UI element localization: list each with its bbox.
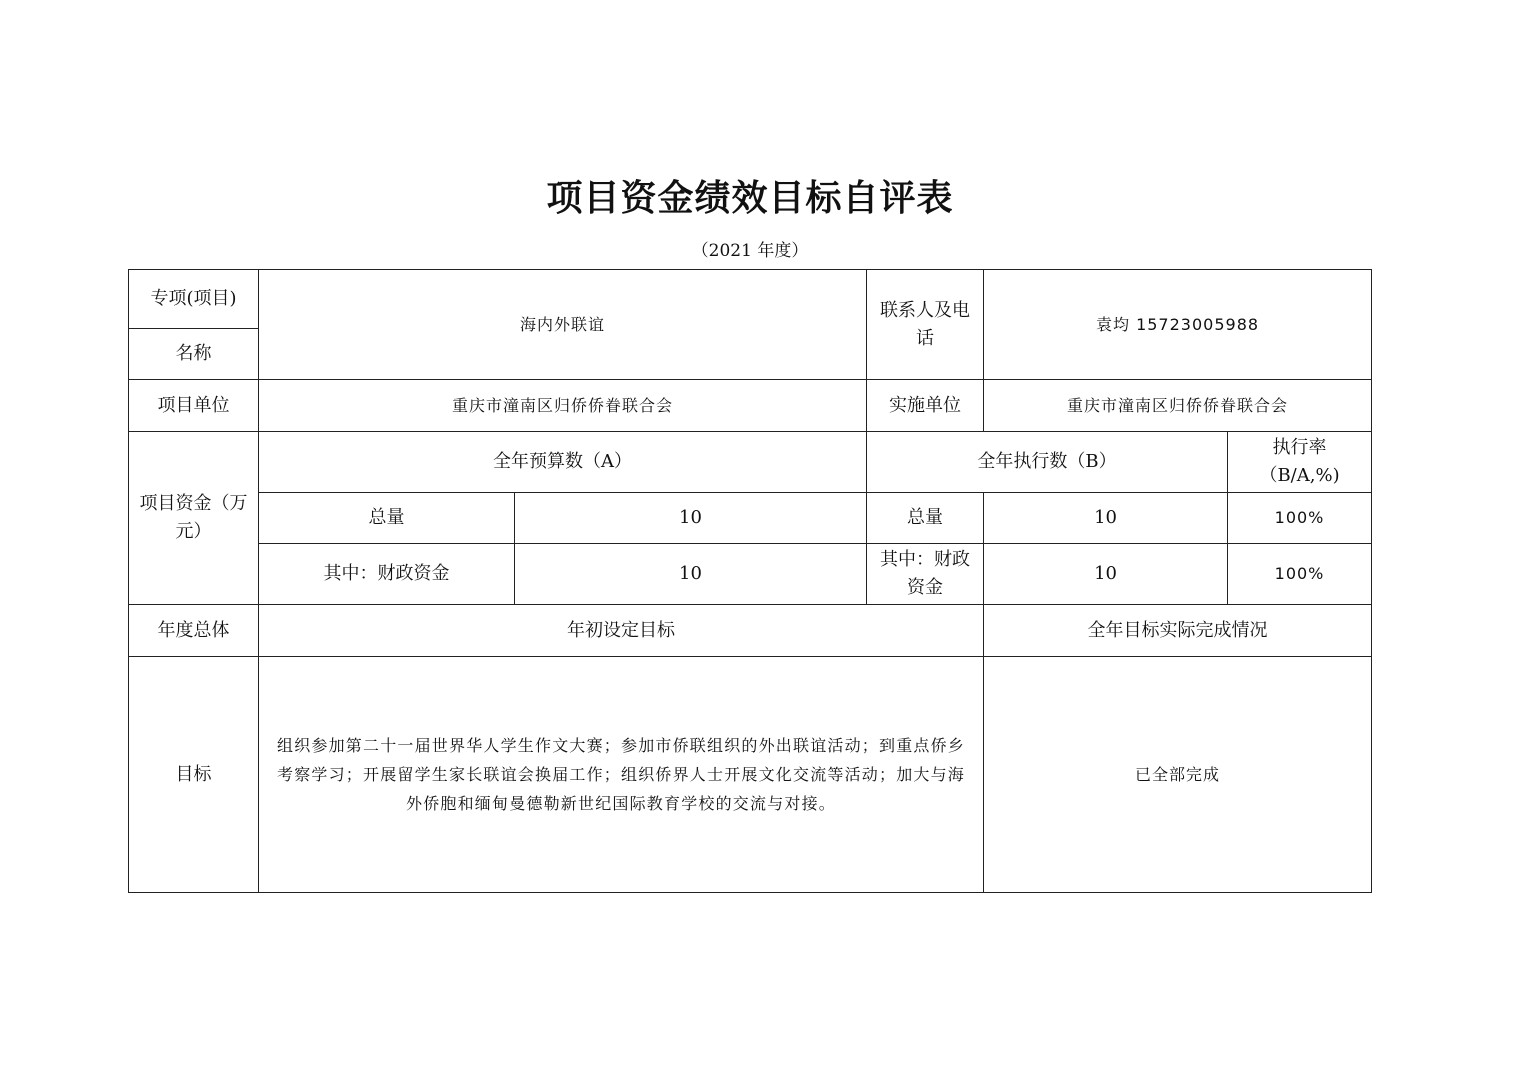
rate-header: 执行率（B/A,%) bbox=[1228, 432, 1372, 493]
total-label-budget: 总量 bbox=[259, 493, 515, 544]
fiscal-value-budget: 10 bbox=[515, 544, 867, 605]
impl-unit-value: 重庆市潼南区归侨侨眷联合会 bbox=[984, 380, 1372, 432]
document-title: 项目资金绩效目标自评表 bbox=[546, 177, 954, 219]
project-name-label-top: 专项(项目) bbox=[129, 270, 259, 329]
fiscal-label-budget: 其中：财政资金 bbox=[259, 544, 515, 605]
document-subtitle: （2021 年度） bbox=[691, 241, 809, 261]
project-name-value: 海内外联谊 bbox=[259, 270, 867, 380]
annual-goal-label-bottom: 目标 bbox=[129, 657, 259, 893]
funds-label: 项目资金（万元） bbox=[129, 432, 259, 605]
budget-header: 全年预算数（A） bbox=[259, 432, 867, 493]
fiscal-value-executed: 10 bbox=[984, 544, 1228, 605]
contact-value: 袁均 15723005988 bbox=[984, 270, 1372, 380]
project-unit-label: 项目单位 bbox=[129, 380, 259, 432]
project-name-label-bottom: 名称 bbox=[129, 329, 259, 380]
impl-unit-label: 实施单位 bbox=[867, 380, 984, 432]
completion-header: 全年目标实际完成情况 bbox=[984, 605, 1372, 657]
initial-goal-text: 组织参加第二十一届世界华人学生作文大赛；参加市侨联组织的外出联谊活动；到重点侨乡考察学习；开展留学生家长联谊会换届工作；组织侨界人士开展文化交流等活动；加大与海外侨胞和缅甸曼德勒新世纪国际教育学校的交流与对接。 bbox=[259, 657, 984, 893]
fiscal-rate: 100% bbox=[1228, 544, 1372, 605]
total-label-executed: 总量 bbox=[867, 493, 984, 544]
total-value-executed: 10 bbox=[984, 493, 1228, 544]
completion-text: 已全部完成 bbox=[984, 657, 1372, 893]
self-evaluation-table bbox=[128, 269, 1372, 893]
executed-header: 全年执行数（B） bbox=[867, 432, 1228, 493]
contact-label: 联系人及电话 bbox=[867, 270, 984, 380]
fiscal-label-executed: 其中：财政资金 bbox=[867, 544, 984, 605]
total-value-budget: 10 bbox=[515, 493, 867, 544]
annual-goal-label-top: 年度总体 bbox=[129, 605, 259, 657]
total-rate: 100% bbox=[1228, 493, 1372, 544]
initial-goal-header: 年初设定目标 bbox=[259, 605, 984, 657]
project-unit-value: 重庆市潼南区归侨侨眷联合会 bbox=[259, 380, 867, 432]
